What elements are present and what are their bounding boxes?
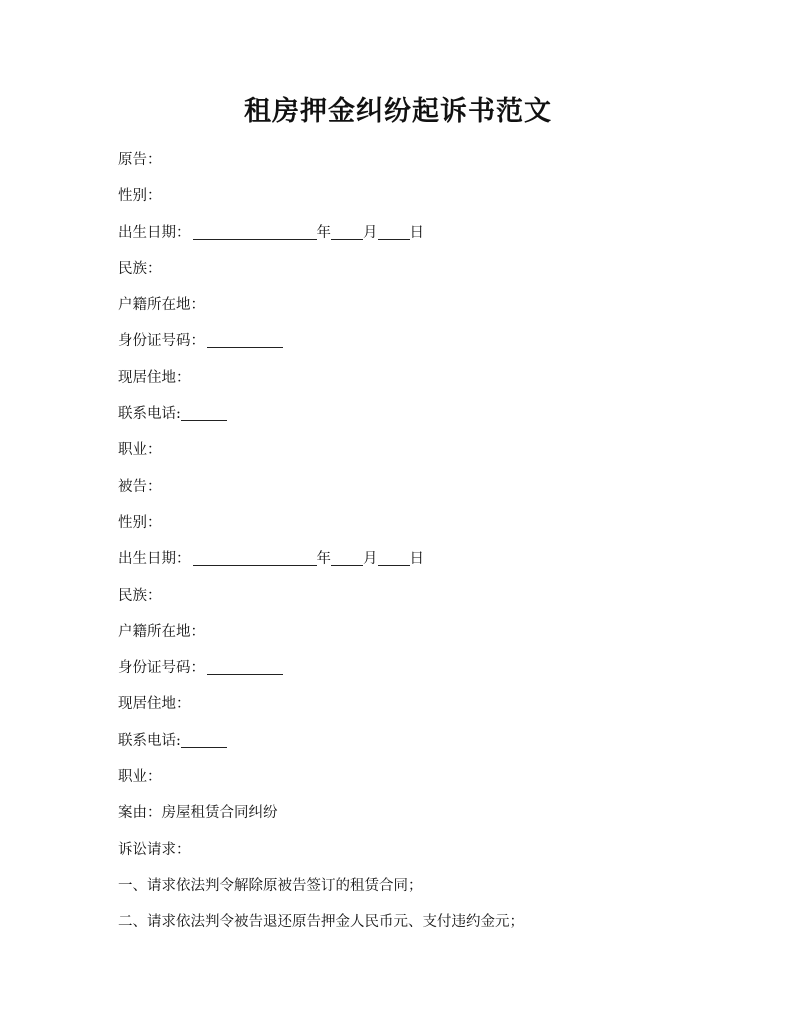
plaintiff-id-blank[interactable] bbox=[207, 329, 283, 348]
defendant-month-label: 月 bbox=[363, 551, 378, 568]
defendant-occupation-line bbox=[118, 764, 738, 800]
defendant-household-label: 户籍所在地： bbox=[118, 623, 205, 640]
defendant-month-blank[interactable] bbox=[331, 547, 363, 566]
defendant-phone-blank[interactable] bbox=[181, 729, 227, 748]
plaintiff-name-label: 原告： bbox=[118, 152, 162, 168]
plaintiff-birth-line bbox=[118, 220, 738, 256]
plaintiff-phone-line bbox=[118, 401, 738, 437]
claim-item bbox=[118, 873, 738, 909]
defendant-household-line bbox=[118, 619, 738, 655]
defendant-name-label: 被告： bbox=[118, 478, 162, 495]
claims-heading: 诉讼请求： bbox=[118, 841, 191, 858]
plaintiff-name-line bbox=[118, 147, 738, 183]
defendant-day-label: 日 bbox=[409, 551, 424, 568]
defendant-year-label: 年 bbox=[316, 551, 331, 568]
defendant-phone-label: 联系电话: bbox=[118, 732, 181, 749]
plaintiff-phone-blank[interactable] bbox=[181, 402, 227, 421]
plaintiff-month-label: 月 bbox=[363, 224, 378, 241]
document-body bbox=[118, 147, 738, 946]
defendant-day-blank[interactable] bbox=[378, 547, 410, 566]
plaintiff-id-line bbox=[118, 328, 738, 364]
defendant-birth-line bbox=[118, 546, 738, 582]
defendant-gender-line bbox=[118, 510, 738, 546]
plaintiff-occupation-label: 职业： bbox=[118, 442, 162, 459]
plaintiff-gender-line bbox=[118, 183, 738, 219]
defendant-gender-label: 性别： bbox=[118, 514, 162, 531]
defendant-address-line bbox=[118, 691, 738, 727]
plaintiff-year-label: 年 bbox=[316, 224, 331, 241]
plaintiff-birth-label: 出生日期： bbox=[118, 224, 191, 241]
plaintiff-household-line bbox=[118, 292, 738, 328]
defendant-ethnicity-label: 民族： bbox=[118, 587, 162, 604]
plaintiff-birth-date-blank[interactable] bbox=[193, 221, 317, 240]
plaintiff-occupation-line bbox=[118, 437, 738, 473]
claim-item bbox=[118, 909, 738, 945]
plaintiff-day-blank[interactable] bbox=[378, 221, 410, 240]
defendant-ethnicity-line bbox=[118, 583, 738, 619]
defendant-name-line bbox=[118, 474, 738, 510]
defendant-birth-label: 出生日期： bbox=[118, 551, 191, 568]
defendant-phone-line bbox=[118, 728, 738, 764]
plaintiff-day-label: 日 bbox=[409, 224, 424, 241]
case-cause-line bbox=[118, 800, 738, 836]
plaintiff-gender-label: 性别： bbox=[118, 188, 162, 205]
plaintiff-ethnicity-line bbox=[118, 256, 738, 292]
plaintiff-phone-label: 联系电话: bbox=[118, 406, 181, 423]
claims-heading-line bbox=[118, 837, 738, 873]
defendant-id-label: 身份证号码： bbox=[118, 660, 205, 677]
claim-text: 一、请求依法判令解除原被告签订的租赁合同； bbox=[118, 877, 423, 894]
defendant-id-line bbox=[118, 655, 738, 691]
plaintiff-household-label: 户籍所在地： bbox=[118, 297, 205, 314]
plaintiff-month-blank[interactable] bbox=[331, 221, 363, 240]
defendant-id-blank[interactable] bbox=[207, 656, 283, 675]
plaintiff-address-label: 现居住地： bbox=[118, 369, 191, 386]
defendant-address-label: 现居住地： bbox=[118, 696, 191, 713]
plaintiff-ethnicity-label: 民族： bbox=[118, 260, 162, 277]
plaintiff-id-label: 身份证号码： bbox=[118, 333, 205, 350]
case-cause: 案由：房屋租赁合同纠纷 bbox=[118, 805, 278, 822]
claim-text: 二、请求依法判令被告退还原告押金人民币元、支付违约金元； bbox=[118, 914, 524, 931]
plaintiff-address-line bbox=[118, 365, 738, 401]
defendant-occupation-label: 职业： bbox=[118, 769, 162, 786]
document-title: 租房押金纠纷起诉书范文 bbox=[244, 96, 552, 127]
defendant-birth-date-blank[interactable] bbox=[193, 547, 317, 566]
